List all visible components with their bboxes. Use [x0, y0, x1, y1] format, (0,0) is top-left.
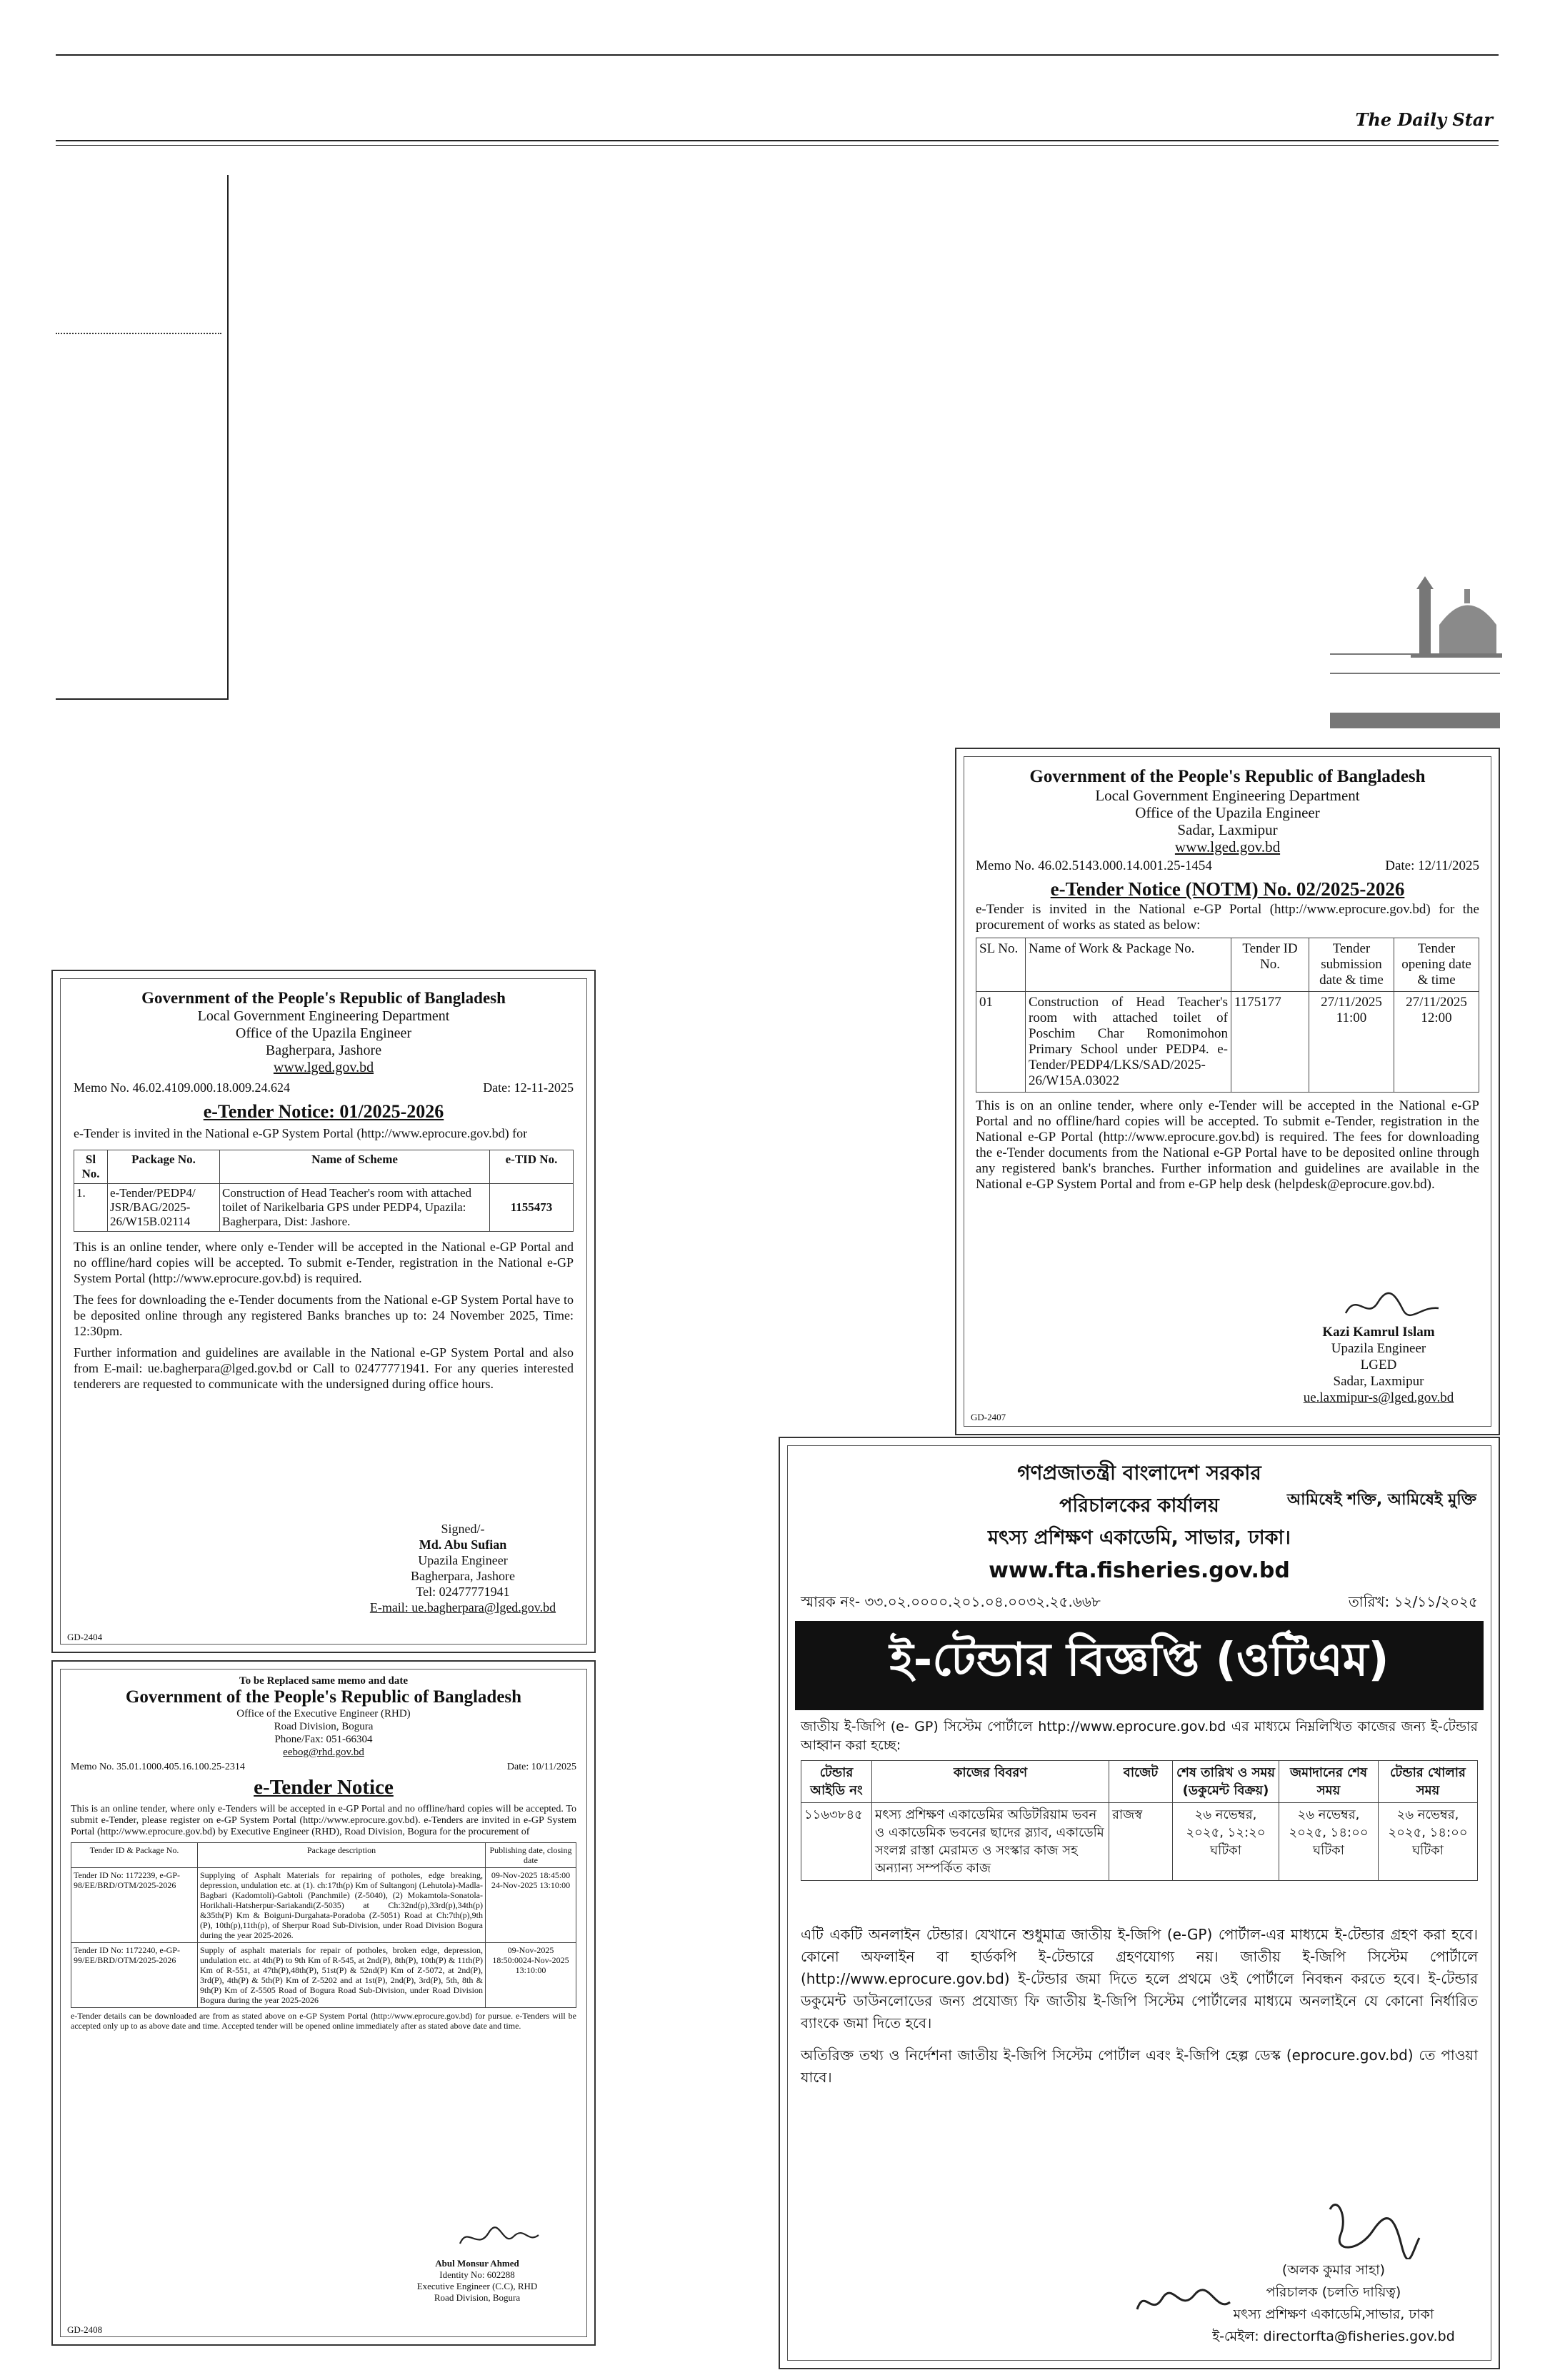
col-tender-id: টেন্ডার আইডি নং: [801, 1761, 872, 1803]
tender-table: [71, 1842, 576, 2008]
replacement-note: To be Replaced same memo and date: [239, 1675, 409, 1687]
left-bottom-rule: [56, 698, 229, 700]
top-rule: [56, 54, 1499, 56]
footer-note: e-Tender details can be downloaded are from as stated above on e-GP System Portal (http://www.eprocure.gov.bd) for pursue. e-Tenders will be accepted only up to as above date and time. Accepted tender will be opened online immediately after as stated above date and time.: [71, 2011, 576, 2031]
cell-scheme: Construction of Head Teacher's room with attached toilet of Narikelbaria GPS under PEDP4, Upazila: Bagherpara, Dist: Jashore.: [220, 1184, 490, 1232]
office-line: Office of the Executive Engineer (RHD): [236, 1708, 411, 1719]
cell-tender-id: Tender ID No: 1172239, e-GP-98/EE/BRD/OTM/2025-2026: [71, 1868, 198, 1943]
signatory-office: LGED: [1360, 1357, 1397, 1372]
notice-laxmipur: [955, 748, 1500, 1435]
office-title-bn: পরিচালকের কার্যালয়: [1059, 1495, 1219, 1517]
signature-image: [456, 2222, 542, 2254]
cell-etid: 1155473: [490, 1184, 574, 1232]
signature-image: [1316, 2195, 1423, 2259]
signatory-id: Identity No: 602288: [439, 2269, 515, 2280]
email-link[interactable]: eebog@rhd.gov.bd: [283, 1747, 364, 1758]
cell-sl: 1.: [74, 1184, 108, 1232]
left-column-divider: [227, 175, 229, 700]
gov-title: Government of the People's Republic of Bangladesh: [141, 989, 506, 1007]
signatory-name: Md. Abu Sufian: [419, 1537, 507, 1552]
col-tender-id: Tender ID & Package No.: [71, 1843, 198, 1868]
memo-date: তারিখ: ১২/১১/২০২৫: [1348, 1593, 1478, 1610]
notice-title: e-Tender Notice (NOTM) No. 02/2025-2026: [1050, 878, 1405, 900]
col-scheme: Name of Scheme: [220, 1150, 490, 1184]
signatory-office: মৎস্য প্রশিক্ষণ একাডেমি,সাভার, ঢাকা: [1233, 2306, 1434, 2322]
memo-number: স্মারক নং- ৩৩.০২.০০০০.২০১.০৪.০০৩২.২৫.৬৬৮: [801, 1593, 1101, 1610]
notice-intro: This is an online tender, where only e-Tenders will be accepted in e-GP Portal and no offline/hard copies will be accepted. To submit e-Tender, please register on e-GP System Portal (http://www.eprocure.gov.bd). e-Tenders are invited in e-GP System Portal (http://www.eprocure.gov.bd) by Executive Engineer (RHD), Road Division, Bogura for the procurement of: [71, 1804, 576, 1837]
col-budget: বাজেট: [1109, 1761, 1173, 1803]
cell-package: e-Tender/PEDP4/ JSR/BAG/2025-26/W15B.02114: [108, 1184, 220, 1232]
col-tender-id: Tender ID No.: [1231, 938, 1309, 992]
signatory-email[interactable]: E-mail: ue.bagherpara@lged.gov.bd: [369, 1600, 556, 1615]
location-line: Bagherpara, Jashore: [265, 1043, 382, 1058]
memo-number: Memo No. 46.02.5143.000.14.001.25-1454: [976, 858, 1212, 873]
header-rule: [56, 140, 1499, 141]
signatory-name: (অলক কুমার সাহা): [1281, 2262, 1386, 2278]
notice-intro: e-Tender is invited in the National e-GP Portal (http://www.eprocure.gov.bd) for the procurement of works as stated as below:: [976, 902, 1479, 933]
gd-number: GD-2408: [67, 2324, 103, 2335]
memo-number: Memo No. 35.01.1000.405.16.100.25-2314: [71, 1762, 245, 1772]
motto: আমিষেই শক্তি, আমিষেই মুক্তি: [1286, 1491, 1476, 1509]
memo-date: Date: 12-11-2025: [483, 1080, 574, 1095]
location-line: Sadar, Laxmipur: [1177, 821, 1278, 838]
col-doc-sale: শেষ তারিখ ও সময় (ডকুমেন্ট বিক্রয়): [1173, 1761, 1279, 1803]
memo-date: Date: 12/11/2025: [1385, 858, 1479, 873]
paragraph-2: The fees for downloading the e-Tender documents from the National e-GP System Portal have to be deposited online through any registered Banks branches up to: 24 November 2025, Time: 12:30pm.: [74, 1292, 574, 1338]
cell-submission: ২৬ নভেম্বর, ২০২৫, ১৪:০০ ঘটিকা: [1279, 1803, 1379, 1881]
col-package: Package No.: [108, 1150, 220, 1184]
mosque-icon: [1411, 575, 1502, 661]
notice-banner: ই-টেন্ডার বিজ্ঞপ্তি (ওটিএম): [795, 1621, 1484, 1710]
gd-number: GD-2404: [67, 1632, 103, 1642]
tender-table: [801, 1760, 1478, 1881]
office-line: Office of the Upazila Engineer: [235, 1025, 412, 1041]
cell-tender-id: ১১৬৩৮৪৫: [801, 1803, 872, 1881]
right-rule-2: [1330, 673, 1500, 674]
signatory-designation: Upazila Engineer: [1331, 1341, 1426, 1356]
cell-description: Supply of asphalt materials for repair of potholes, broken edge, depression, undulation etc. at 4th(P) to 9th Km of R-545, at 2nd(P), 8th(P), 10th(P) & 11th(P) Km of R-551, at 47th(P),48th(P), 51st(P) & 52nd(P) Km of Z-5072, at 2nd(P), 3rd(P), 4th(P) & 5th(P) Km of Z-5202 and at 1st(P), 2nd(P), 3rd(P), 5th, 8th & 9th(P) Km of Z-5505 Road of Bogura Road Sub-Division, under Road Division Bogura during the year 2025-2026: [198, 1943, 486, 2008]
col-work: কাজের বিবরণ: [872, 1761, 1109, 1803]
notice-intro: e-Tender is invited in the National e-GP System Portal (http://www.eprocure.gov.bd) for: [74, 1126, 528, 1140]
brand-logo: The Daily Star: [1355, 109, 1493, 130]
left-dotted-rule: [56, 333, 221, 334]
cell-work: মৎস্য প্রশিক্ষণ একাডেমির অডিটরিয়াম ভবন ও একাডেমিক ভবনের ছাদের স্ল্যাব, একাডেমি সংলগ্ন রাস্তা মেরামত ও সংস্কার কাজ সহ অন্যান্য সম্পর্কিত কাজ: [872, 1803, 1109, 1881]
cell-submission: 27/11/2025 11:00: [1309, 992, 1394, 1093]
memo-number: Memo No. 46.02.4109.000.18.009.24.624: [74, 1080, 290, 1095]
col-submission: জমাদানের শেষ সময়: [1279, 1761, 1379, 1803]
paragraph-1: এটি একটি অনলাইন টেন্ডার। যেখানে শুধুমাত্র জাতীয় ই-জিপি (e-GP) পোর্টাল-এর মাধ্যমে ই-টেন্ডার গ্রহণ করা হবে। কোনো অফলাইন বা হার্ডকপি ই-টেন্ডারে গ্রহণযোগ্য নয়। জাতীয় ই-জিপি সিস্টেম পোর্টালে (http://www.eprocure.gov.bd) ই-টেন্ডার জমা দিতে হলে প্রথমে ওই পোর্টালে নিবন্ধন করতে হবে। ই-টেন্ডার ডকুমেন্ট ডাউনলোডের জন্য প্রযোজ্য ফি জাতীয় ই-জিপি সিস্টেম পোর্টালের মাধ্যমে অনলাইনে যে কোনো নির্ধারিত ব্যাংকে জমা দিতে হবে।: [801, 1926, 1478, 2032]
dept-line: Local Government Engineering Department: [197, 1008, 450, 1024]
gd-number: GD-2407: [971, 1412, 1006, 1422]
notice-bogura: [51, 1660, 596, 2346]
signatory-name: Abul Monsur Ahmed: [435, 2258, 519, 2269]
col-submission: Tender submission date & time: [1309, 938, 1394, 992]
dept-line: Local Government Engineering Department: [1095, 787, 1360, 804]
gov-title: Government of the People's Republic of Bangladesh: [1029, 767, 1426, 786]
office-line: Office of the Upazila Engineer: [1135, 804, 1320, 821]
col-description: Package description: [198, 1843, 486, 1868]
signatory-location: Bagherpara, Jashore: [411, 1569, 515, 1583]
col-opening: টেন্ডার খোলার সময়: [1379, 1761, 1478, 1803]
gov-title-bn: গণপ্রজাতন্ত্রী বাংলাদেশ সরকার: [1017, 1461, 1261, 1485]
notice-fisheries: [779, 1437, 1500, 2369]
cell-doc-sale: ২৬ নভেম্বর, ২০২৫, ১২:২০ ঘটিকা: [1173, 1803, 1279, 1881]
header-rule-thin: [56, 145, 1499, 146]
col-etid: e-TID No.: [490, 1150, 574, 1184]
notice-intro: জাতীয় ই-জিপি (e- GP) সিস্টেম পোর্টালে http://www.eprocure.gov.bd এর মাধ্যমে নিম্নলিখিত কাজের জন্য ই-টেন্ডার আহ্বান করা হচ্ছে:: [801, 1719, 1478, 1753]
tender-table: [976, 938, 1479, 1093]
cell-tender-id: 1175177: [1231, 992, 1309, 1093]
table-row: [71, 1868, 576, 1943]
table-row: [74, 1184, 574, 1232]
signatory-email[interactable]: ই-মেইল: directorfta@fisheries.gov.bd: [1212, 2329, 1455, 2344]
cell-work: Construction of Head Teacher's room with attached toilet of Poschim Char Romonimohon Primary School under PEDP4. e-Tender/PEDP4/LKS/SAD/2025-26/W15A.03022: [1026, 992, 1231, 1093]
signature-image: [1342, 1288, 1442, 1324]
signatory-location: Sadar, Laxmipur: [1333, 1374, 1424, 1389]
col-dates: Publishing date, closing date: [486, 1843, 576, 1868]
tender-table: [74, 1150, 574, 1232]
cell-dates: 09-Nov-2025 18:45:00 24-Nov-2025 13:10:00: [486, 1868, 576, 1943]
cell-dates: 09-Nov-2025 18:50:0024-Nov-2025 13:10:00: [486, 1943, 576, 2008]
table-row: [71, 1943, 576, 2008]
signed-label: Signed/-: [441, 1522, 485, 1536]
signatory-name: Kazi Kamrul Islam: [1322, 1325, 1435, 1340]
signatory-email[interactable]: ue.laxmipur-s@lged.gov.bd: [1303, 1390, 1454, 1405]
paragraph-1: This is an online tender, where only e-Tender will be accepted in the National e-GP Portal and no offline/hard copies will be accepted. To submit e-Tender, registration in the National e-GP System Portal (http://www.eprocure.gov.bd) is required.: [74, 1240, 574, 1285]
memo-date: Date: 10/11/2025: [506, 1762, 576, 1772]
col-opening: Tender opening date & time: [1394, 938, 1479, 992]
location-line: Road Division, Bogura: [274, 1721, 374, 1732]
notice-title: e-Tender Notice: [254, 1776, 394, 1799]
cell-opening: ২৬ নভেম্বর, ২০২৫, ১৪:০০ ঘটিকা: [1379, 1803, 1478, 1881]
website[interactable]: www.fta.fisheries.gov.bd: [989, 1558, 1290, 1583]
cell-budget: রাজস্ব: [1109, 1803, 1173, 1881]
cell-opening: 27/11/2025 12:00: [1394, 992, 1479, 1093]
website-link[interactable]: www.lged.gov.bd: [1174, 838, 1281, 855]
academy-title-bn: মৎস্য প্রশিক্ষণ একাডেমি, সাভার, ঢাকা।: [988, 1527, 1291, 1549]
paragraph-3: Further information and guidelines are available in the National e-GP System Portal and also from E-mail: ue.bagherpara@lged.gov.bd or Call to 02477771941. For any queries interested tenderers are requested to communicate with the undersigned during office hours.: [74, 1345, 574, 1391]
col-work: Name of Work & Package No.: [1026, 938, 1231, 992]
right-grey-bar: [1330, 713, 1500, 728]
paragraph-2: অতিরিক্ত তথ্য ও নির্দেশনা জাতীয় ই-জিপি সিস্টেম পোর্টাল এবং ই-জিপি হেল্প ডেস্ক (eprocure.gov.bd) তে পাওয়া যাবে।: [801, 2047, 1478, 2086]
col-sl: Sl No.: [74, 1150, 108, 1184]
website-link[interactable]: www.lged.gov.bd: [273, 1060, 374, 1075]
notice-bagherpara: [51, 970, 596, 1653]
table-row: [801, 1803, 1478, 1881]
notice-body: This is on an online tender, where only e-Tender will be accepted in the National e-GP Portal and no offline/hard copies will be accepted. To submit e-Tender, registration in the National e-GP Portal (http://www.eprocure.gov.bd) is required. The fees for downloading the e-Tender documents from the National e-GP Portal have to be deposited online through any registered bank's branches. Further information and guidelines are available in the National e-GP System Portal and from e-GP help desk (helpdesk@eprocure.gov.bd).: [976, 1098, 1479, 1192]
cell-description: Supplying of Asphalt Materials for repairing of potholes, edge breaking, depression, undulation etc. at (1). ch:17th(p) Km of Sultangonj (Lehutola)-Madla-Bagbari (Kadomtoli)-Gabtoli (Panchmile) (Z-5040), (2) Mokamtola-Sonatola-Horikhali-Hatsherpur-Sariakandi(Z-5035) at Ch:32nd(p),33rd(p),34th(p) &35th(P) Km & Boiguni-Durgahata-Poradoba (Z-5051) Road at Ch:7th(p),9th (P), 10th(p),11th(p), of Sherpur Road Sub-Division, under Road Division Bogura during the year 2025-2026.: [198, 1868, 486, 1943]
cell-sl: 01: [976, 992, 1026, 1093]
signatory-phone: Tel: 02477771941: [416, 1585, 510, 1599]
right-rule: [1330, 653, 1500, 655]
phone-line: Phone/Fax: 051-66304: [274, 1734, 373, 1745]
col-sl: SL No.: [976, 938, 1026, 992]
notice-title: e-Tender Notice: 01/2025-2026: [203, 1101, 444, 1122]
signatory-designation: Upazila Engineer: [418, 1553, 508, 1567]
signatory-designation: পরিচালক (চলতি দায়িত্ব): [1266, 2284, 1401, 2300]
table-row: [976, 992, 1479, 1093]
signatory-designation: Executive Engineer (C.C), RHD: [416, 2281, 538, 2291]
gov-title: Government of the People's Republic of Bangladesh: [125, 1687, 522, 1707]
cell-tender-id: Tender ID No: 1172240, e-GP-99/EE/BRD/OTM/2025-2026: [71, 1943, 198, 2008]
signatory-office: Road Division, Bogura: [434, 2292, 521, 2303]
